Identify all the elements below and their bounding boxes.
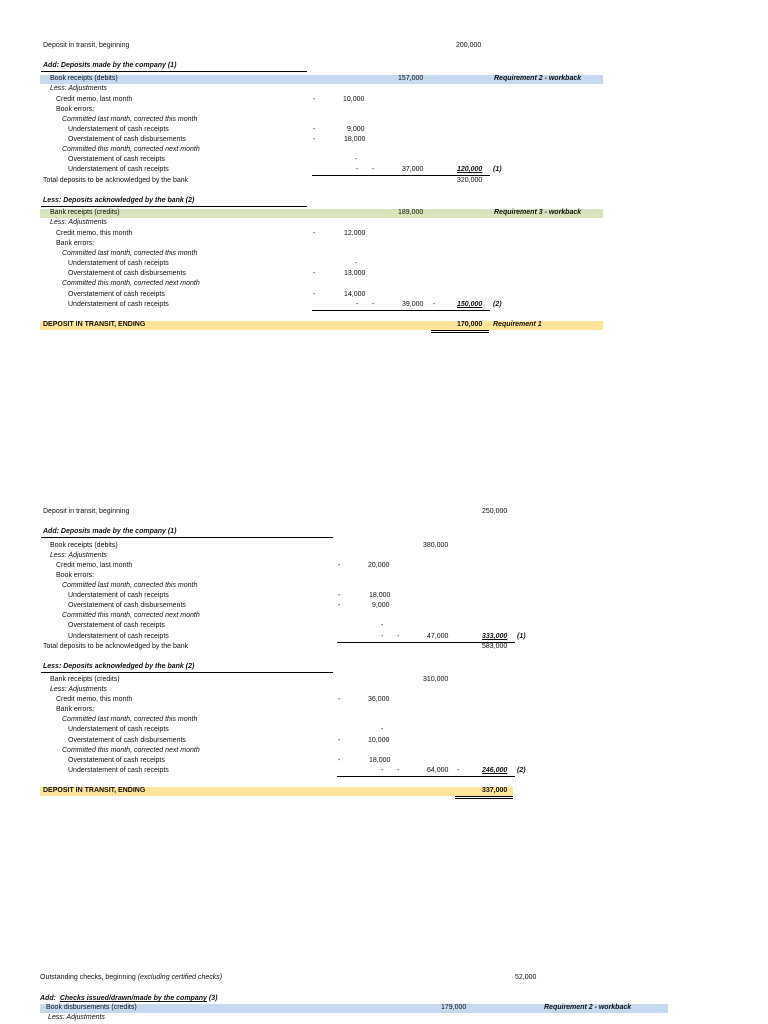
bank-receipts-label: Bank receipts (credits): [50, 676, 120, 683]
checks-header-main: Checks issued/drawn/made by the company: [59, 995, 207, 1002]
credit-memo-dash: -: [313, 96, 316, 103]
book-receipts-value: 380,000: [423, 542, 449, 549]
total-deposits-value: 320,000: [457, 177, 483, 184]
book-errors: Book errors:: [56, 106, 95, 113]
subtotal-dash: -: [457, 767, 460, 774]
less-adjustments: Less: Adjustments: [48, 1014, 105, 1021]
outstanding-checks-text: Outstanding checks, beginning: [40, 974, 136, 981]
under-receipts-b2-dash: -: [372, 301, 375, 308]
less-header: Less: Deposits acknowledged by the bank (2): [43, 197, 195, 204]
credit-memo-b-value: 12,000: [344, 230, 366, 237]
credit-memo-b-label: Credit memo, this month: [56, 696, 133, 703]
credit-memo-dash: -: [338, 562, 341, 569]
over-disb-value: 9,000: [372, 602, 390, 609]
credit-memo-b-value: 36,000: [368, 696, 390, 703]
add-header: Add: Deposits made by the company (1): [43, 528, 177, 535]
requirement-note: Requirement 2 - workback: [544, 1004, 632, 1011]
under-receipts-dash: -: [338, 592, 341, 599]
deposit-beginning-value: 200,000: [456, 42, 482, 49]
deposit-beginning-label: Deposit in transit, beginning: [43, 508, 130, 515]
over-disb-b1-label: Overstatement of cash disbursements: [68, 737, 186, 744]
deposits-acknowledged-total: 246,000: [482, 767, 508, 774]
under-receipts-2-dash: -: [397, 633, 400, 640]
over-receipts-b2-dash: -: [338, 757, 341, 764]
requirement-note: Requirement 2 - workback: [494, 75, 582, 82]
under-receipts-label: Understatement of cash receipts: [68, 592, 169, 599]
subtotal-dash: -: [433, 301, 436, 308]
less-adjustments: Less: Adjustments: [50, 686, 107, 693]
committed-this: Committed this month, corrected next month: [62, 146, 200, 153]
over-disb-b1-dash: -: [338, 737, 341, 744]
double-underline-bottom: [431, 332, 489, 333]
under-receipts-b1-value: -: [355, 260, 358, 267]
deposits-made-total: 333,000: [482, 633, 508, 640]
under-receipts-b1-value: -: [381, 726, 384, 733]
outstanding-checks-label: [40, 973, 222, 983]
over-disb-b1-value: 10,000: [368, 737, 390, 744]
double-underline-top: [431, 330, 489, 331]
book-errors: Book errors:: [56, 572, 95, 579]
under-receipts-2-value: -: [356, 166, 359, 173]
ending-label: DEPOSIT IN TRANSIT, ENDING: [43, 787, 146, 794]
over-receipts-value: -: [355, 156, 358, 163]
bank-adjustments-subtotal: 39,000: [402, 301, 424, 308]
subtotal-line: [312, 310, 490, 311]
under-receipts-b2-dash: -: [397, 767, 400, 774]
credit-memo-b-label: Credit memo, this month: [56, 230, 133, 237]
under-receipts-b2-label: Understatement of cash receipts: [68, 301, 169, 308]
credit-memo-value: 10,000: [343, 96, 365, 103]
bank-receipts-value: 310,000: [423, 676, 449, 683]
ending-value: 337,000: [482, 787, 508, 794]
checks-header-ref: (3): [208, 995, 218, 1002]
total-deposits-label: Total deposits to be acknowledged by the bank: [43, 177, 189, 184]
total-deposits-label: Total deposits to be acknowledged by the bank: [43, 643, 189, 650]
over-receipts-b2-value: 14,000: [344, 291, 366, 298]
deposits-acknowledged-total: 150,000: [457, 301, 483, 308]
requirement-note: Requirement 3 - workback: [494, 209, 582, 216]
requirement-1-note: Requirement 1: [493, 321, 542, 328]
over-receipts-b2-label: Overstatement of cash receipts: [68, 291, 165, 298]
credit-memo-value: 20,000: [368, 562, 390, 569]
subtotal-line: [337, 776, 515, 777]
less-adjustments: Less: Adjustments: [50, 85, 107, 92]
over-receipts-b2-value: 18,000: [369, 757, 391, 764]
book-receipts-label: Book receipts (debits): [50, 542, 118, 549]
under-receipts-b1-label: Understatement of cash receipts: [68, 260, 169, 267]
book-receipts-label: Book receipts (debits): [50, 75, 118, 82]
under-receipts-2-value: -: [381, 633, 384, 640]
deposit-beginning-label: Deposit in transit, beginning: [43, 42, 130, 49]
over-receipts-label: Overstatement of cash receipts: [68, 622, 165, 629]
adjustments-subtotal: 37,000: [402, 166, 424, 173]
under-receipts-b2-value: -: [381, 767, 384, 774]
under-receipts-value: 18,000: [369, 592, 391, 599]
committed-this: Committed this month, corrected next month: [62, 612, 200, 619]
adjustments-subtotal: 47,000: [427, 633, 449, 640]
over-disb-label: Overstatement of cash disbursements: [68, 602, 186, 609]
header-underline: [41, 206, 307, 207]
deposit-beginning-value: 250,000: [482, 508, 508, 515]
book-disbursements-label: Book disbursements (credits): [46, 1004, 137, 1011]
add-header: Add: Deposits made by the company (1): [43, 62, 177, 69]
over-receipts-value: -: [381, 622, 384, 629]
ending-label: DEPOSIT IN TRANSIT, ENDING: [43, 321, 146, 328]
under-receipts-label: Understatement of cash receipts: [68, 126, 169, 133]
outstanding-checks-value: 52,000: [515, 974, 537, 981]
committed-last-b: Committed last month, corrected this month: [62, 250, 198, 257]
credit-memo-b-dash: -: [313, 230, 316, 237]
over-disb-b1-dash: -: [313, 270, 316, 277]
less-adjustments: Less: Adjustments: [50, 552, 107, 559]
ref-2: (2): [493, 301, 502, 308]
over-disb-b1-value: 13,000: [344, 270, 366, 277]
less-header: Less: Deposits acknowledged by the bank (2): [43, 663, 195, 670]
under-receipts-dash: -: [313, 126, 316, 133]
over-receipts-label: Overstatement of cash receipts: [68, 156, 165, 163]
under-receipts-b2-value: -: [356, 301, 359, 308]
credit-memo-b-dash: -: [338, 696, 341, 703]
credit-memo-label: Credit memo, last month: [56, 96, 133, 103]
under-receipts-2-label: Understatement of cash receipts: [68, 166, 169, 173]
under-receipts-value: 9,000: [347, 126, 365, 133]
credit-memo-label: Credit memo, last month: [56, 562, 133, 569]
book-receipts-value: 157,000: [398, 75, 424, 82]
committed-last-b: Committed last month, corrected this month: [62, 716, 198, 723]
bank-receipts-value: 189,000: [398, 209, 424, 216]
ending-value: 170,000: [457, 321, 483, 328]
committed-last: Committed last month, corrected this month: [62, 582, 198, 589]
over-disb-label: Overstatement of cash disbursements: [68, 136, 186, 143]
checks-header-prefix: Add:: [40, 995, 56, 1002]
under-receipts-2-label: Understatement of cash receipts: [68, 633, 169, 640]
double-underline-top: [455, 796, 513, 797]
over-disb-dash: -: [313, 136, 316, 143]
double-underline-bottom: [455, 798, 513, 799]
outstanding-checks-note: (excluding certified checks): [137, 974, 223, 981]
ref-1: (1): [493, 166, 502, 173]
under-receipts-b2-label: Understatement of cash receipts: [68, 767, 169, 774]
deposits-made-total: 120,000: [457, 166, 483, 173]
header-underline: [41, 672, 333, 673]
over-disb-dash: -: [338, 602, 341, 609]
header-underline: [41, 537, 333, 538]
less-adjustments: Less: Adjustments: [50, 219, 107, 226]
under-receipts-b1-label: Understatement of cash receipts: [68, 726, 169, 733]
bank-errors: Bank errors:: [56, 240, 95, 247]
bank-errors: Bank errors:: [56, 706, 95, 713]
over-receipts-b2-label: Overstatement of cash receipts: [68, 757, 165, 764]
committed-last: Committed last month, corrected this month: [62, 116, 198, 123]
header-underline: [41, 71, 307, 72]
total-deposits-value: 583,000: [482, 643, 508, 650]
over-disb-value: 18,000: [344, 136, 366, 143]
under-receipts-2-dash: -: [372, 166, 375, 173]
book-disbursements-value: 179,000: [441, 1004, 467, 1011]
ref-2: (2): [517, 767, 526, 774]
bank-adjustments-subtotal: 64,000: [427, 767, 449, 774]
over-receipts-b2-dash: -: [313, 291, 316, 298]
committed-this-b: Committed this month, corrected next month: [62, 747, 200, 754]
bank-receipts-label: Bank receipts (credits): [50, 209, 120, 216]
ref-1: (1): [517, 633, 526, 640]
over-disb-b1-label: Overstatement of cash disbursements: [68, 270, 186, 277]
committed-this-b: Committed this month, corrected next month: [62, 280, 200, 287]
